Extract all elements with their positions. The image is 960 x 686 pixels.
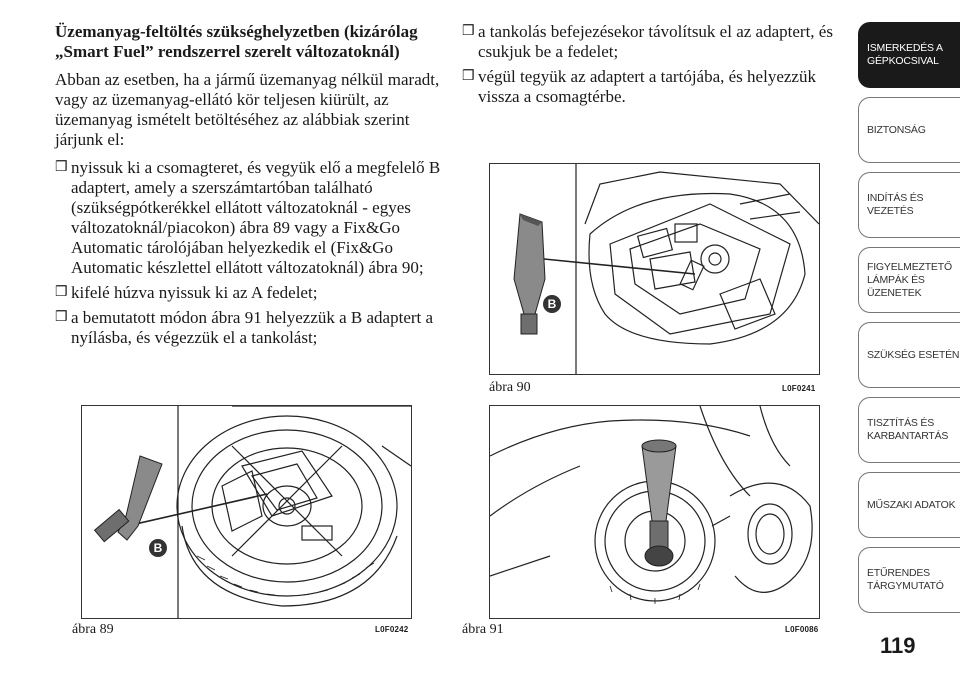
chapter-tabs — [858, 22, 960, 622]
tab-ismerkedes[interactable]: ISMERKEDÉS A GÉPKOCSIVAL — [858, 22, 960, 88]
list-item: ❒ végül tegyük az adaptert a tartójába, és helyezzük vissza a csomagtérbe. — [462, 67, 816, 106]
fuel-filler-illustration — [490, 406, 819, 618]
tab-tisztitas-es-karbantartas[interactable]: TISZTÍTÁS ÉS KARBANTARTÁS — [858, 397, 960, 463]
checkbox-bullet-icon: ❒ — [462, 24, 475, 39]
list-item: ❒ kifelé húzva nyissuk ki az A fedelet; — [55, 283, 318, 302]
checkbox-bullet-icon: ❒ — [55, 160, 68, 175]
fixgo-illustration — [490, 164, 819, 374]
figure-91-fuel-filler — [489, 405, 820, 619]
tab-targymutato[interactable]: ETŰRENDES TÁRGYMUTATÓ — [858, 547, 960, 613]
left-instruction-list — [55, 158, 455, 348]
intro-paragraph: Abban az esetben, ha a jármű üzemanyag nélkül maradt, vagy az üzemanyag-ellátó kör teljesen kiürült, az üzemanyag ismételt betöltéséhez az alábbiak szerint járjunk el: — [55, 70, 440, 149]
checkbox-bullet-icon: ❒ — [462, 69, 475, 84]
figure-89-code: L0F0242 — [375, 625, 409, 634]
list-item: ❒ nyissuk ki a csomagteret, és vegyük elő a megfelelő B adaptert, amely a szerszámtartóban található (szükségpótkerékkel ellátott változatoknál - egyes változatoknál/piacokon) ábra 89 vagy a Fix&Go Automatic tárolójában helyezkedik el (Fix&Go Automatic készlettel ellátott változatoknál) ábra 90; — [55, 158, 441, 277]
figure-90-fixgo-kit — [489, 163, 820, 375]
list-item: ❒ a tankolás befejezésekor távolítsuk el az adaptert, és csukjuk be a fedelet; — [462, 22, 833, 61]
tab-biztonsag[interactable]: BIZTONSÁG — [858, 97, 960, 163]
spare-wheel-illustration — [82, 406, 411, 618]
left-column — [55, 22, 455, 353]
checkbox-bullet-icon: ❒ — [55, 310, 68, 325]
figure-90-label-b: B — [547, 297, 557, 311]
page-number: 119 — [880, 633, 916, 658]
figure-89-label-b: B — [153, 541, 163, 555]
tab-inditas-es-vezetes[interactable]: INDÍTÁS ÉS VEZETÉS — [858, 172, 960, 238]
checkbox-bullet-icon: ❒ — [55, 285, 68, 300]
figure-91-caption: ábra 91 — [462, 622, 504, 637]
figure-90-code: L0F0241 — [782, 384, 816, 393]
tab-figyelmezteto-lampak[interactable]: FIGYELMEZTETŐ LÁMPÁK ÉS ÜZENETEK — [858, 247, 960, 313]
figure-90-caption: ábra 90 — [489, 380, 531, 395]
figure-89-spare-wheel — [81, 405, 412, 619]
figure-91-code: L0F0086 — [785, 625, 819, 634]
tab-muszaki-adatok[interactable]: MŰSZAKI ADATOK — [858, 472, 960, 538]
figure-89-caption: ábra 89 — [72, 622, 114, 637]
list-item: ❒ a bemutatott módon ábra 91 helyezzük a B adaptert a nyílásba, és végezzük el a tankolást; — [55, 308, 434, 347]
right-instruction-list — [462, 22, 847, 107]
section-heading: Üzemanyag-feltöltés szükséghelyzetben (kizárólag „Smart Fuel” rendszerrel szerelt változatoknál) — [55, 22, 418, 61]
right-column — [462, 22, 847, 112]
tab-szukseg-eseten[interactable]: SZÜKSÉG ESETÉN — [858, 322, 960, 388]
